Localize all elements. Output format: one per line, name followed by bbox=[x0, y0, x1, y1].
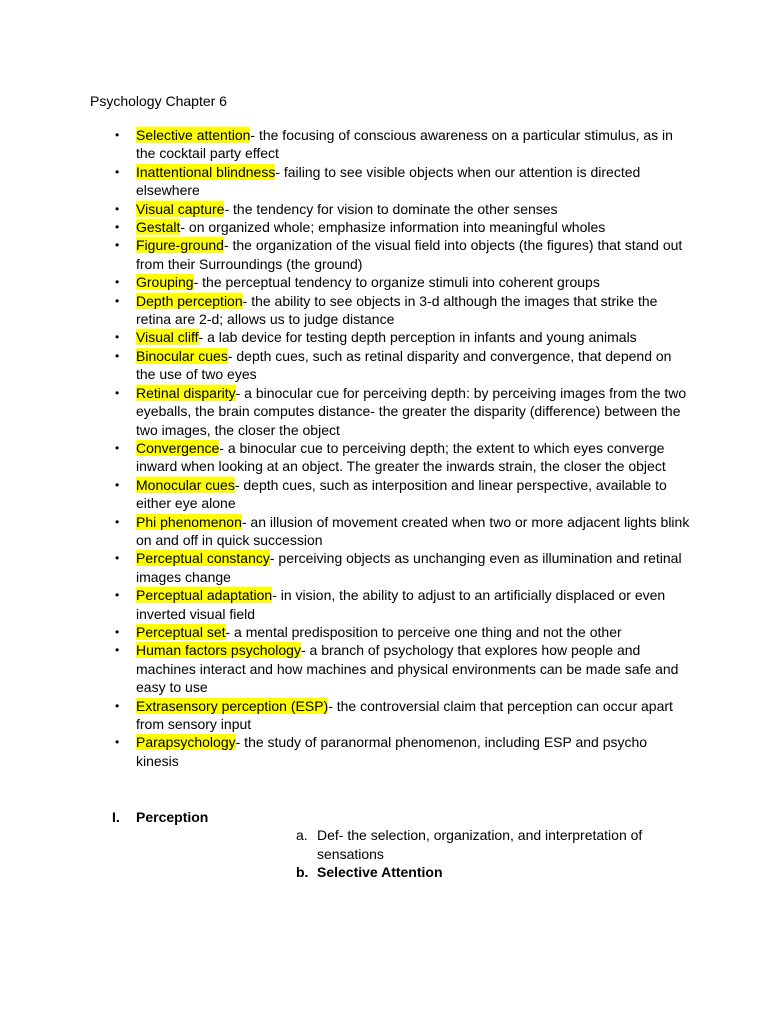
bullet-icon: • bbox=[115, 588, 120, 603]
term-definition: - the perceptual tendency to organize stimuli into coherent groups bbox=[193, 274, 600, 291]
bullet-icon: • bbox=[115, 698, 120, 713]
bullet-icon: • bbox=[115, 440, 120, 455]
term-definition: - the focusing of conscious awareness on a particular stimulus, as in the cocktail party effect bbox=[136, 127, 673, 162]
outline-item-marker: b. bbox=[296, 864, 309, 881]
highlighted-term: Retinal disparity bbox=[136, 384, 236, 401]
term-definition: - depth cues, such as interposition and linear perspective, available to either eye alone bbox=[136, 476, 667, 512]
outline-item-marker: a. bbox=[296, 827, 308, 844]
highlighted-term: Convergence bbox=[136, 439, 220, 456]
outline-item bbox=[136, 826, 690, 863]
bullet-icon: • bbox=[115, 735, 120, 750]
bullet-icon: • bbox=[115, 220, 120, 235]
list-item bbox=[0, 586, 690, 623]
term-definition: - a lab device for testing depth perception in infants and young animals bbox=[198, 329, 637, 346]
list-item bbox=[0, 439, 690, 476]
term-definition: - failing to see visible objects when our attention is directed elsewhere bbox=[136, 163, 641, 199]
highlighted-term: Human factors psychology bbox=[136, 642, 301, 659]
term-definition: - on organized whole; emphasize information into meaningful wholes bbox=[180, 219, 606, 236]
term-definition: - in vision, the ability to adjust to an artificially displaced or even inverted visual field bbox=[136, 587, 666, 622]
highlighted-term: Perceptual adaptation bbox=[136, 587, 273, 604]
list-item bbox=[0, 513, 690, 550]
term-definition: - a branch of psychology that explores how people and machines interact and how machines and physical environments can be made safe and easy to use bbox=[136, 642, 679, 696]
list-item bbox=[0, 384, 690, 439]
term-definition: - the ability to see objects in 3-d although the images that strike the retina are 2-d; allows us to judge distance bbox=[136, 292, 658, 328]
term-definition: - a binocular cue for perceiving depth: by perceiving images from the two eyeballs, the brain computes distance- the greater the disparity (difference) between the two images, the closer the object bbox=[136, 384, 687, 438]
highlighted-term: Inattentional blindness bbox=[136, 163, 276, 180]
highlighted-term: Perceptual set bbox=[136, 623, 226, 640]
document-title: Psychology Chapter 6 bbox=[90, 93, 227, 109]
bullet-icon: • bbox=[115, 128, 120, 142]
highlighted-term: Selective attention bbox=[136, 127, 251, 143]
list-item bbox=[0, 200, 690, 218]
bullet-icon: • bbox=[115, 348, 120, 363]
highlighted-term: Figure-ground bbox=[136, 237, 224, 254]
highlighted-term: Phi phenomenon bbox=[136, 513, 242, 530]
highlighted-term: Visual capture bbox=[136, 200, 225, 217]
outline-heading: Perception bbox=[136, 809, 209, 825]
bullet-icon: • bbox=[115, 514, 120, 529]
bullet-icon: • bbox=[115, 164, 120, 179]
term-definition: - a binocular cue to perceiving depth; the extent to which eyes converge inward when looking at an object. The greater the inwards strain, the closer the object bbox=[136, 439, 666, 475]
list-item bbox=[0, 476, 690, 513]
list-item bbox=[0, 697, 690, 734]
term-definition: - a mental predisposition to perceive one thing and not the other bbox=[225, 623, 622, 640]
highlighted-term: Binocular cues bbox=[136, 347, 228, 364]
term-definition: - the study of paranormal phenomenon, including ESP and psycho kinesis bbox=[136, 734, 648, 769]
list-item bbox=[0, 347, 690, 384]
outline-item-text: Def- the selection, organization, and interpretation of sensations bbox=[317, 827, 643, 862]
list-item bbox=[0, 236, 690, 273]
highlighted-term: Gestalt bbox=[136, 219, 181, 236]
list-item bbox=[0, 218, 690, 236]
list-item bbox=[0, 292, 690, 329]
term-definition: - perceiving objects as unchanging even as illumination and retinal images change bbox=[136, 550, 682, 585]
bullet-icon: • bbox=[115, 201, 120, 216]
glossary-list bbox=[0, 126, 690, 770]
outline-marker: I. bbox=[112, 809, 120, 825]
highlighted-term: Monocular cues bbox=[136, 476, 235, 493]
outline-item-text: Selective Attention bbox=[317, 864, 443, 881]
bullet-icon: • bbox=[115, 624, 120, 639]
bullet-icon: • bbox=[115, 477, 120, 492]
bullet-icon: • bbox=[115, 551, 120, 566]
bullet-icon: • bbox=[115, 385, 120, 400]
list-item bbox=[0, 733, 690, 770]
highlighted-term: Depth perception bbox=[136, 292, 243, 309]
term-definition: - depth cues, such as retinal disparity and convergence, that depend on the use of two eyes bbox=[136, 347, 672, 383]
highlighted-term: Visual cliff bbox=[136, 329, 199, 346]
bullet-icon: • bbox=[115, 293, 120, 308]
list-item bbox=[0, 163, 690, 200]
term-definition: - the organization of the visual field into objects (the figures) that stand out from their Surroundings (the ground) bbox=[136, 237, 683, 272]
list-item bbox=[0, 273, 690, 291]
highlighted-term: Grouping bbox=[136, 274, 194, 291]
list-item bbox=[0, 549, 690, 586]
bullet-icon: • bbox=[115, 330, 120, 345]
highlighted-term: Extrasensory perception (ESP) bbox=[136, 697, 329, 714]
highlighted-term: Perceptual constancy bbox=[136, 550, 270, 567]
term-definition: - the controversial claim that perception can occur apart from sensory input bbox=[136, 697, 673, 732]
list-item bbox=[0, 641, 690, 696]
bullet-icon: • bbox=[115, 643, 120, 658]
highlighted-term: Parapsychology bbox=[136, 734, 236, 751]
list-item bbox=[0, 126, 690, 163]
term-definition: - the tendency for vision to dominate the other senses bbox=[224, 200, 558, 217]
outline-list bbox=[0, 808, 690, 882]
list-item bbox=[0, 328, 690, 346]
list-item bbox=[0, 623, 690, 641]
outline-sublist bbox=[136, 826, 690, 881]
outline-item bbox=[136, 863, 690, 881]
bullet-icon: • bbox=[115, 238, 120, 253]
term-definition: - an illusion of movement created when two or more adjacent lights blink on and off in quick succession bbox=[136, 513, 690, 548]
outline-section bbox=[0, 808, 690, 882]
bullet-icon: • bbox=[115, 275, 120, 290]
